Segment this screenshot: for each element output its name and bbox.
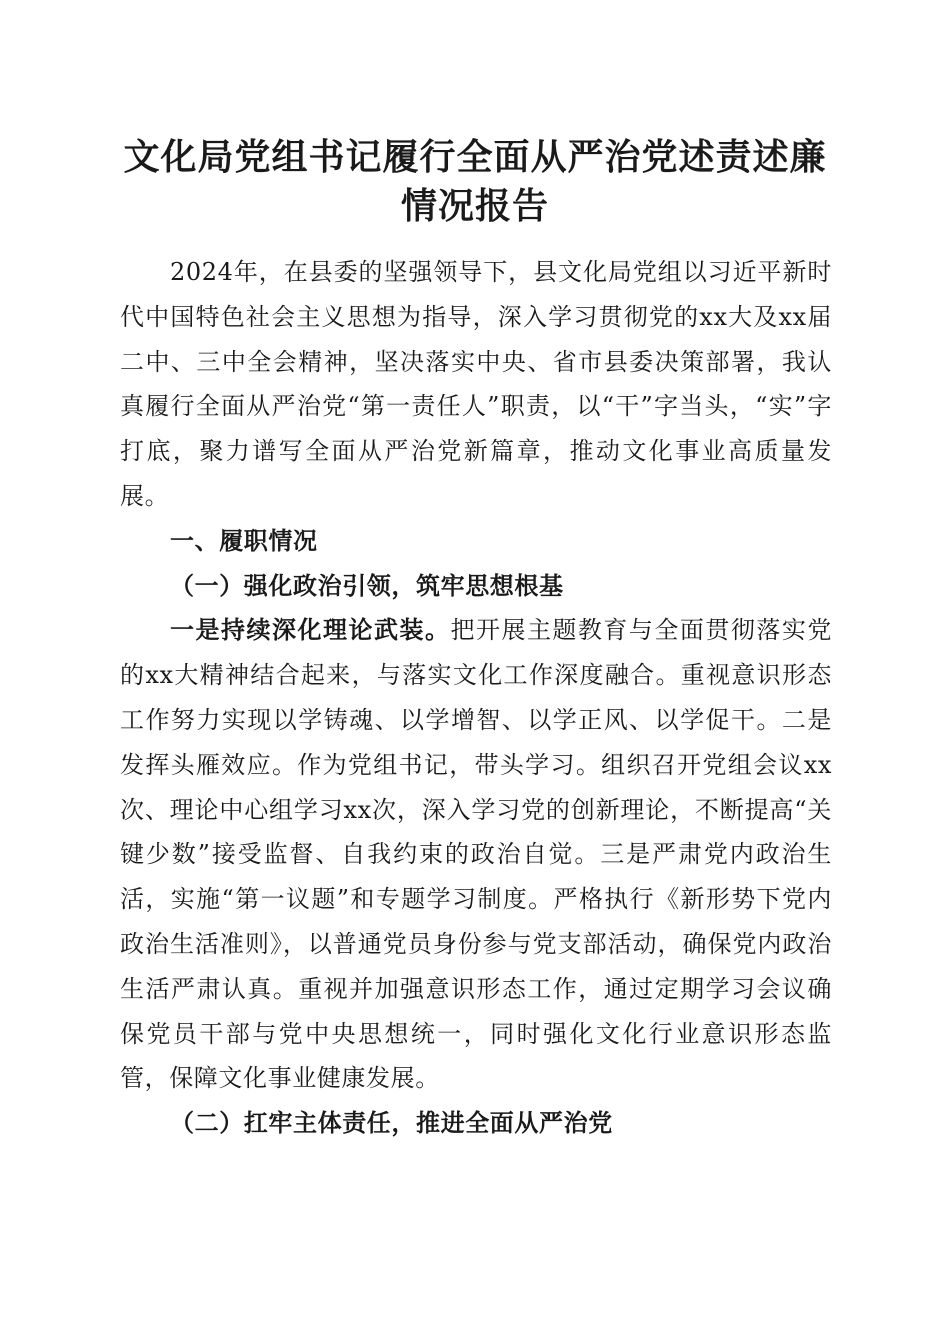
subsection-heading-political-leadership: （一）强化政治引领，筑牢思想根基 <box>170 570 564 600</box>
subsection-paragraph-political-leadership <box>120 608 832 1101</box>
paragraph-lead-phrase: 一是持续深化理论武装。 <box>170 615 451 645</box>
document-body <box>120 250 832 1146</box>
paragraph-body-text: 把开展主题教育与全面贯彻落实党的xx大精神结合起来，与落实文化工作深度融合。重视意识形态工作努力实现以学铸魂、以学增智、以学正风、以学促干。二是发挥头雁效应。作为党组书记，带头学习。组织召开党组会议xx次、理论中心组学习xx次，深入学习党的创新理论，不断提高“关键少数”接受监督、自我约束的政治自觉。三是严肃党内政治生活，实施“第一议题”和专题学习制度。严格执行《新形势下党内政治生活准则》，以普通党员身份参与党支部活动，确保党内政治生活严肃认真。重视并加强意识形态工作，通过定期学习会议确保党员干部与党中央思想统一，同时强化文化行业意识形态监管，保障文化事业健康发展。 <box>120 616 832 1093</box>
document-title: 文化局党组书记履行全面从严治党述责述廉情况报告 <box>123 136 827 227</box>
section-heading-performance: 一、履职情况 <box>170 526 318 555</box>
subsection-heading-main-responsibility: （二）扛牢主体责任，推进全面从严治党 <box>170 1108 613 1138</box>
intro-paragraph: 2024年，在县委的坚强领导下，县文化局党组以习近平新时代中国特色社会主义思想为指导，深入学习贯彻党的xx大及xx届二中、三中全会精神，坚决落实中央、省市县委决策部署，我认真履行全面从严治党“第一责任人”职责，以“干”字当头，“实”字打底，聚力谱写全面从严治党新篇章，推动文化事业高质量发展。 <box>120 258 832 510</box>
